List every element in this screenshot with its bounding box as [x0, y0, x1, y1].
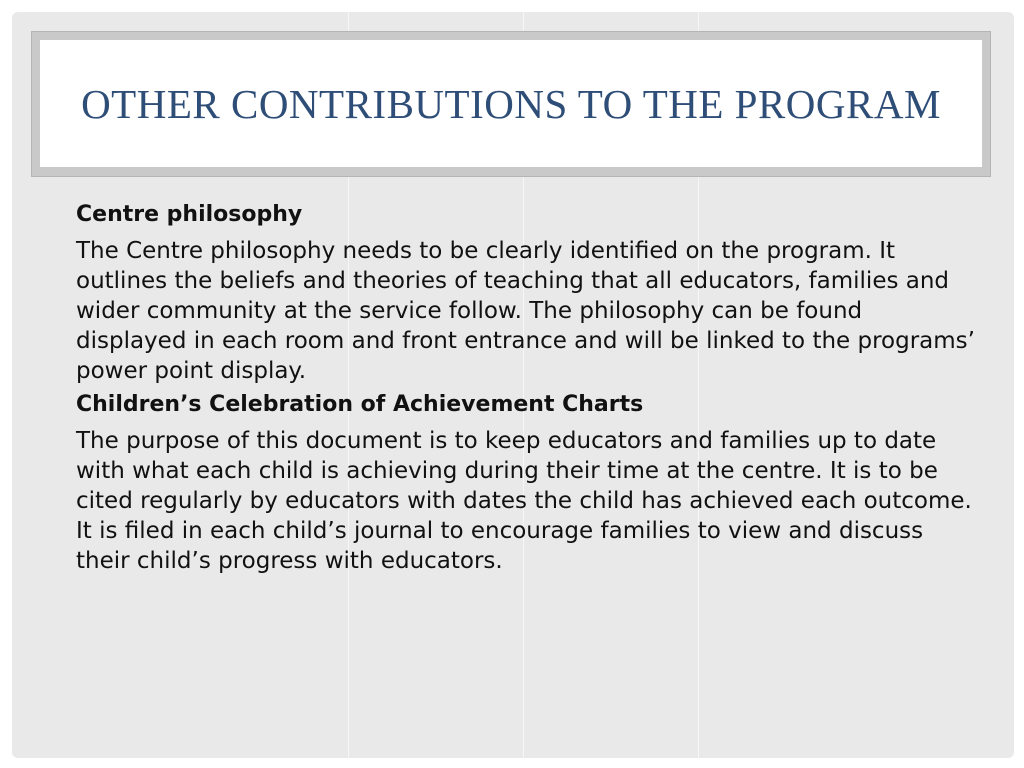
section-text-centre-philosophy: The Centre philosophy needs to be clearly identified on the program. It outlines the beliefs and theories of teaching that all educators, families and wider community at the service follow. The philosophy can be found displayed in each room and front entrance and will be linked to the programs’ power point display.	[76, 238, 975, 384]
title-box	[40, 40, 982, 167]
slide	[12, 12, 1014, 758]
section-heading-centre-philosophy: Centre philosophy	[76, 202, 303, 227]
section-text-achievement-charts: The purpose of this document is to keep educators and families up to date with what each child is achieving during their time at the centre. It is to be cited regularly by educators with dates the child has achieved each outcome. It is filed in each child’s journal to encourage families to view and discuss their child’s progress with educators.	[76, 428, 972, 574]
section-heading-achievement-charts: Children’s Celebration of Achievement Charts	[76, 392, 644, 417]
slide-body	[76, 200, 976, 580]
slide-title: OTHER CONTRIBUTIONS TO THE PROGRAM	[81, 80, 941, 127]
